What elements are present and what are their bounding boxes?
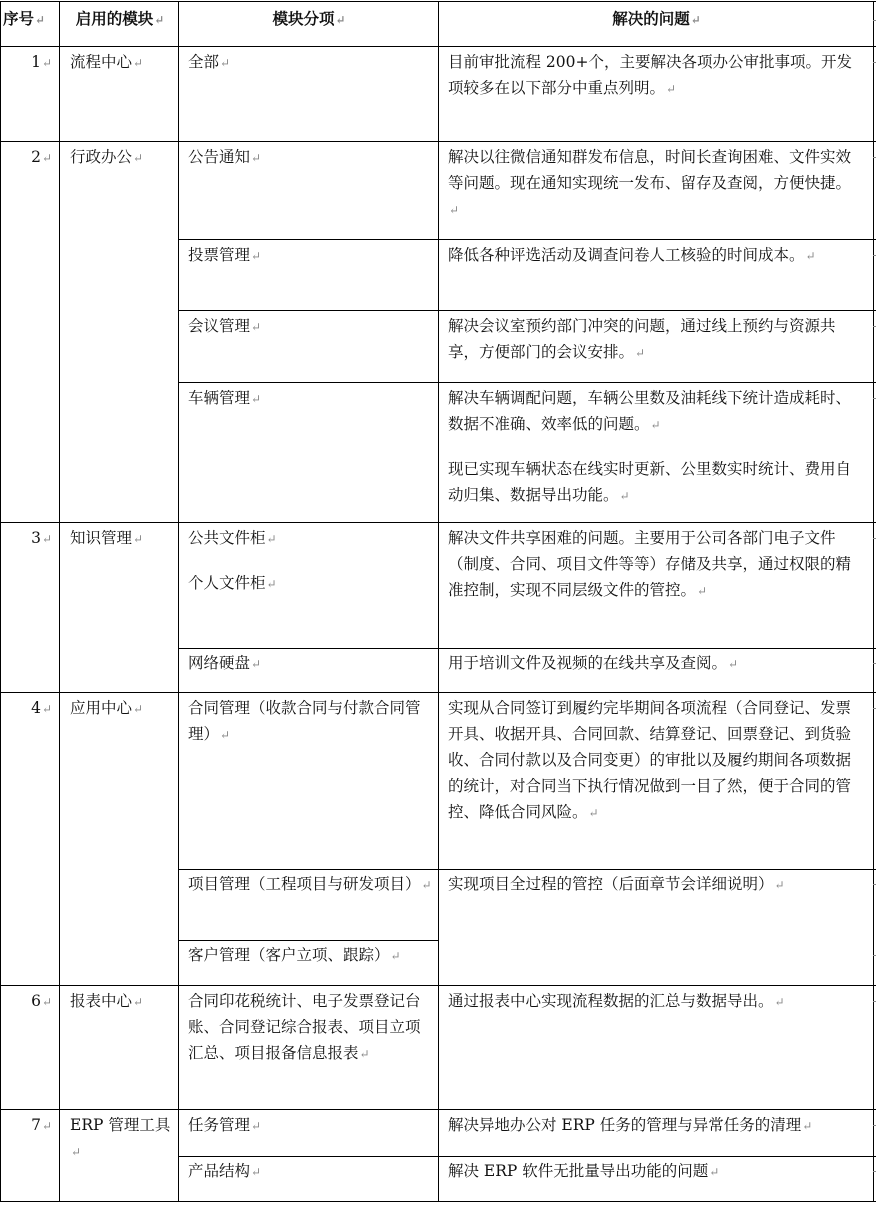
row-2-subitem-notice: 公告通知↵ bbox=[188, 148, 262, 166]
row-2-module: 行政办公↵ bbox=[70, 148, 144, 166]
row-2-serial: 2↵ bbox=[31, 148, 52, 166]
header-module: 启用的模块↵ bbox=[75, 9, 165, 28]
row-2-solution-notice: 解决以往微信通知群发布信息，时间长查询困难、文件实效等问题。现在通知实现统一发布、留存及查阅，方便快捷。↵ bbox=[448, 148, 852, 217]
row-3-serial: 3↵ bbox=[31, 529, 52, 547]
row-4-subitem-project: 项目管理（工程项目与研发项目）↵ bbox=[188, 875, 432, 893]
rule-col1 bbox=[59, 1, 60, 1202]
row-3-subitem-disk: 网络硬盘↵ bbox=[188, 654, 262, 672]
row-2-subitem-meeting: 会议管理↵ bbox=[188, 317, 262, 335]
rule-r2b bbox=[178, 310, 876, 311]
vehicle-solution-para-2: 现已实现车辆状态在线实时更新、公里数实时统计、费用自动归集、数据导出功能。 bbox=[448, 460, 852, 504]
rule-r2c bbox=[178, 382, 876, 383]
rule-r4a bbox=[178, 869, 876, 870]
row-4-solution-contract: 实现从合同签订到履约完毕期间各项流程（合同登记、发票开具、收据开具、合同回款、结算登记、回票登记、到货验收、合同付款以及合同变更）的审批以及履约期间各项数据的统计，对合同当下执行情况做到一目了然，便于合同的管控、降低合同风险。↵ bbox=[448, 699, 852, 821]
rule-r2a bbox=[178, 239, 876, 240]
row-3-module: 知识管理↵ bbox=[70, 529, 144, 547]
rule-r3a bbox=[178, 648, 876, 649]
row-3-subitem-cabinet: 公共文件柜↵ 个人文件柜↵ bbox=[188, 529, 277, 592]
rule-left bbox=[0, 1, 1, 1202]
row-7-serial: 7↵ bbox=[31, 1116, 52, 1134]
row-2-solution-vote: 降低各种评选活动及调查问卷人工核验的时间成本。↵ bbox=[448, 246, 816, 264]
row-6-module: 报表中心↵ bbox=[70, 992, 144, 1010]
row-7-subitem-task: 任务管理↵ bbox=[188, 1116, 262, 1134]
row-4-serial: 4↵ bbox=[31, 699, 52, 717]
row-3-solution-cabinet: 解决文件共享困难的问题。主要用于公司各部门电子文件（制度、合同、项目文件等等）存储及共享，通过权限的精准控制，实现不同层级文件的管控。↵ bbox=[448, 529, 852, 599]
row-2-subitem-vehicle: 车辆管理↵ bbox=[188, 389, 262, 407]
row-2-solution-meeting: 解决会议室预约部门冲突的问题，通过线上预约与资源共享，方便部门的会议安排。↵ bbox=[448, 317, 836, 361]
rule-r4b bbox=[178, 940, 438, 941]
row-6-solution: 通过报表中心实现流程数据的汇总与数据导出。↵ bbox=[448, 992, 785, 1010]
row-6-serial: 6↵ bbox=[31, 992, 52, 1010]
row-1-module: 流程中心↵ bbox=[70, 53, 144, 71]
row-7-solution-task: 解决异地办公对 ERP 任务的管理与异常任务的清理↵ bbox=[448, 1116, 813, 1134]
rule-col3 bbox=[438, 1, 439, 1202]
row-4-solution-project: 实现项目全过程的管控（后面章节会详细说明）↵ bbox=[448, 875, 785, 893]
rule-right bbox=[873, 1, 874, 1202]
row-1-subitem: 全部↵ bbox=[188, 53, 231, 71]
header-subitem: 模块分项↵ bbox=[272, 9, 346, 28]
rule-r7a bbox=[178, 1156, 876, 1157]
row-1-serial: 1↵ bbox=[31, 53, 52, 71]
row-6-subitem: 合同印花税统计、电子发票登记台账、合同登记综合报表、项目立项汇总、项目报备信息报表↵ bbox=[188, 992, 421, 1062]
row-1-solution: 目前审批流程 200+个，主要解决各项办公审批事项。开发项较多在以下部分中重点列明。↵ bbox=[448, 53, 853, 97]
row-4-module: 应用中心↵ bbox=[70, 699, 144, 717]
vehicle-solution-para-1: 解决车辆调配问题，车辆公里数及油耗线下统计造成耗时、数据不准确、效率低的问题。 bbox=[448, 389, 852, 433]
row-4-subitem-contract: 合同管理（收款合同与付款合同管理）↵ bbox=[188, 699, 421, 743]
row-7-subitem-product: 产品结构↵ bbox=[188, 1162, 262, 1180]
row-7-solution-product: 解决 ERP 软件无批量导出功能的问题↵ bbox=[448, 1162, 720, 1180]
row-2-subitem-vote: 投票管理↵ bbox=[188, 246, 262, 264]
row-3-solution-disk: 用于培训文件及视频的在线共享及查阅。↵ bbox=[448, 654, 739, 672]
row-4-subitem-customer: 客户管理（客户立项、跟踪）↵ bbox=[188, 946, 401, 964]
row-7-module: ERP 管理工具↵ bbox=[70, 1116, 171, 1159]
header-serial: 序号↵ bbox=[3, 9, 46, 28]
row-2-solution-vehicle: 解决车辆调配问题，车辆公里数及油耗线下统计造成耗时、数据不准确、效率低的问题。↵ 现已实现车辆状态在线实时更新、公里数实时统计、费用自动归集、数据导出功能。↵ bbox=[448, 389, 852, 504]
rule-col2 bbox=[178, 1, 179, 1202]
header-problem: 解决的问题↵ bbox=[612, 9, 701, 28]
